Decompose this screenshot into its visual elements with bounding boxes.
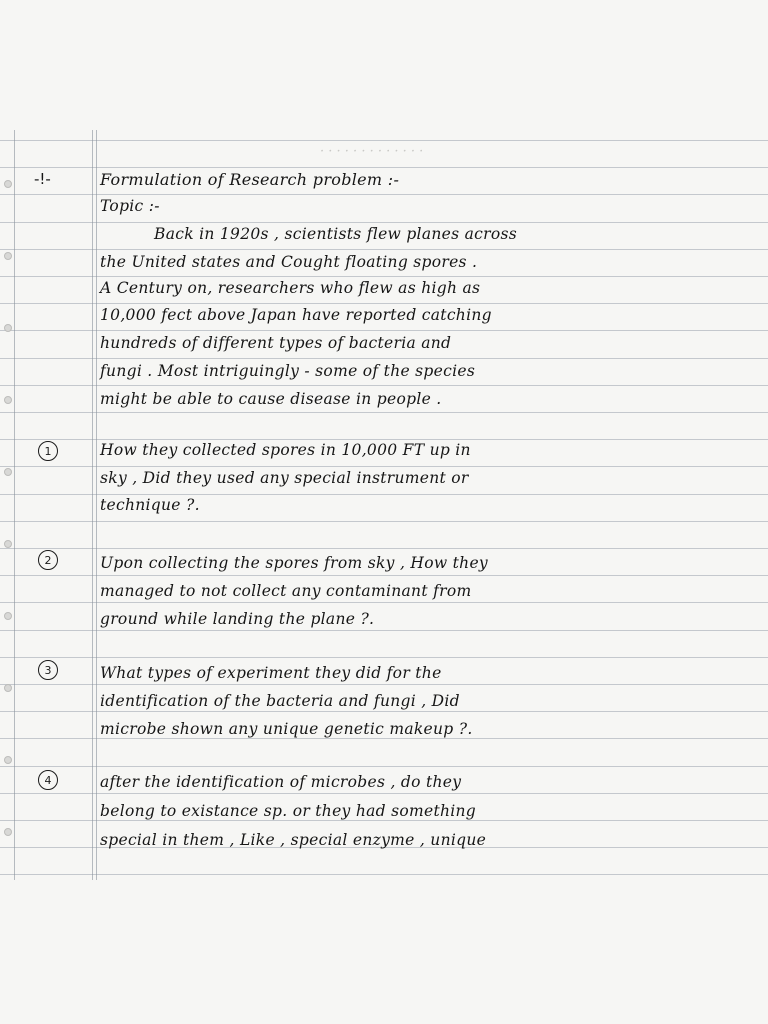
ruled-line	[0, 548, 768, 549]
ruled-line	[0, 521, 768, 522]
binding-hole	[4, 468, 12, 476]
question-line: ground while landing the plane ?.	[100, 610, 375, 628]
question-line: identification of the bacteria and fungi , Did	[100, 692, 460, 710]
ruled-line	[0, 276, 768, 277]
page-title: Formulation of Research problem :-	[100, 170, 400, 189]
question-line: sky , Did they used any special instrument or	[100, 469, 469, 487]
left-edge-line	[14, 130, 15, 880]
ruled-line	[0, 412, 768, 413]
ruled-line	[0, 874, 768, 875]
intro-line: the United states and Cought floating spores .	[100, 253, 478, 271]
intro-line: fungi . Most intriguingly - some of the species	[100, 362, 476, 380]
binding-hole	[4, 324, 12, 332]
intro-line: might be able to cause disease in people .	[100, 390, 442, 408]
ruled-line	[0, 222, 768, 223]
binding-hole	[4, 756, 12, 764]
bleed-through-text: · · · · · · · · · · · · ·	[320, 144, 424, 159]
binding-hole	[4, 612, 12, 620]
ruled-line	[0, 602, 768, 603]
question-number-badge: 4	[38, 770, 58, 790]
intro-line: A Century on, researchers who flew as high as	[100, 279, 481, 297]
binding-hole	[4, 180, 12, 188]
question-line: technique ?.	[100, 496, 200, 514]
question-number-badge: 2	[38, 550, 58, 570]
question-line: special in them , Like , special enzyme , unique	[100, 831, 487, 849]
binding-hole	[4, 396, 12, 404]
question-line: microbe shown any unique genetic makeup ?.	[100, 720, 473, 738]
ruled-line	[0, 167, 768, 168]
margin-line-left	[92, 130, 93, 880]
ruled-line	[0, 330, 768, 331]
ruled-line	[0, 385, 768, 386]
question-line: Upon collecting the spores from sky , How they	[100, 554, 488, 572]
question-line: What types of experiment they did for the	[100, 664, 442, 682]
question-line: after the identification of microbes , do they	[100, 773, 462, 791]
binding-hole	[4, 684, 12, 692]
ruled-line	[0, 249, 768, 250]
question-number-badge: 1	[38, 441, 58, 461]
ruled-line	[0, 711, 768, 712]
question-line: belong to existance sp. or they had something	[100, 802, 477, 820]
question-line: How they collected spores in 10,000 FT up in	[100, 441, 471, 459]
intro-line: Back in 1920s , scientists flew planes across	[154, 225, 517, 243]
question-number-badge: 3	[38, 660, 58, 680]
ruled-line	[0, 140, 768, 141]
binding-hole	[4, 828, 12, 836]
margin-line-right	[96, 130, 97, 880]
intro-line: 10,000 fect above Japan have reported catching	[100, 306, 492, 324]
ruled-line	[0, 684, 768, 685]
ruled-line	[0, 630, 768, 631]
binding-hole	[4, 540, 12, 548]
question-line: managed to not collect any contaminant from	[100, 582, 472, 600]
ruled-line	[0, 793, 768, 794]
ruled-line	[0, 657, 768, 658]
ruled-line	[0, 358, 768, 359]
ruled-line	[0, 575, 768, 576]
ruled-line	[0, 766, 768, 767]
intro-line: hundreds of different types of bacteria and	[100, 334, 452, 352]
binding-hole	[4, 252, 12, 260]
topic-label: Topic :-	[100, 197, 160, 215]
heading-marker: -!-	[34, 170, 51, 188]
